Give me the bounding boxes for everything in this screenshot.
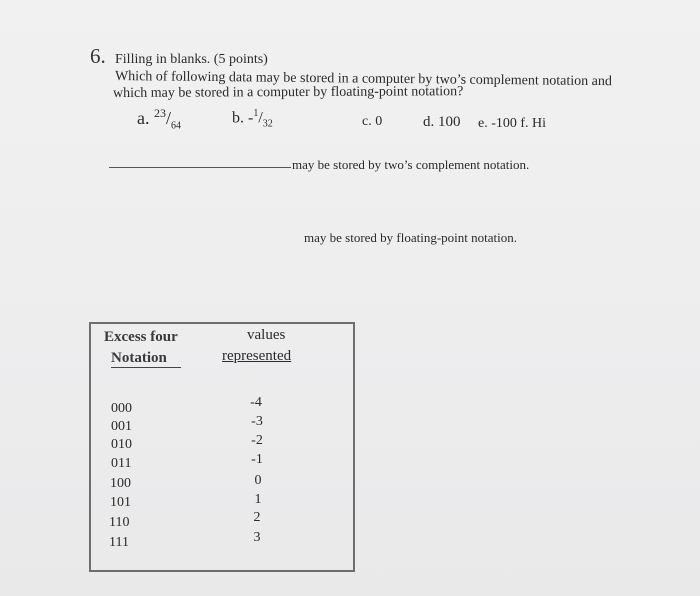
excess-code-cell: 000 [111, 401, 132, 416]
excess-code-cell: 110 [109, 515, 130, 530]
excess-code-cell: 011 [111, 456, 132, 471]
excess-code-cell: 010 [111, 437, 132, 452]
floating-point-blank-text: may be stored by floating-point notation. [304, 230, 518, 245]
excess-code-cell: 100 [110, 476, 131, 491]
value-cell: 0 [254, 473, 262, 488]
option-a: a. $^{23}/_{64}$ [137, 106, 182, 132]
answer-blank-line[interactable] [109, 167, 291, 168]
table-header-values: values [247, 327, 286, 343]
option-a-denominator: 64 [171, 120, 182, 132]
table-header-represented: represented [222, 348, 292, 364]
option-b-denominator: 32 [262, 118, 273, 130]
value-cell: -4 [250, 395, 262, 410]
value-cell: -2 [251, 433, 263, 448]
value-cell: 3 [253, 530, 261, 545]
question-title: Filling in blanks. (5 points) [115, 52, 268, 67]
option-a-numerator: 23 [154, 106, 166, 120]
value-cell: -1 [251, 452, 263, 467]
excess-code-cell: 001 [111, 419, 132, 434]
option-c: c. 0 [362, 114, 383, 129]
option-d: d. 100 [423, 114, 461, 130]
table-header-excess-four: Excess four [104, 329, 178, 345]
table-header-notation: Notation [111, 350, 167, 366]
option-e-f: e. -100 f. Hi [478, 116, 547, 131]
question-text-line-2: which may be stored in a computer by floating-point notation? [112, 84, 464, 101]
value-cell: 1 [254, 492, 262, 507]
question-number: 6. [90, 44, 106, 68]
option-a-label: a. [137, 108, 150, 128]
option-b-label: b. - [232, 109, 254, 127]
value-cell: 2 [253, 510, 261, 525]
value-cell: -3 [251, 414, 263, 429]
twos-complement-blank-text: may be stored by two’s complement notation. [292, 157, 530, 172]
option-b: b. $-^1/_{32}$ [232, 108, 273, 130]
excess-code-cell: 111 [109, 535, 129, 550]
excess-code-cell: 101 [110, 495, 131, 510]
question-text-line-1: Which of following data may be stored in a computer by two’s complement notation and [114, 69, 612, 90]
option-b-numerator: 1 [253, 108, 259, 119]
header-underline [111, 367, 181, 368]
